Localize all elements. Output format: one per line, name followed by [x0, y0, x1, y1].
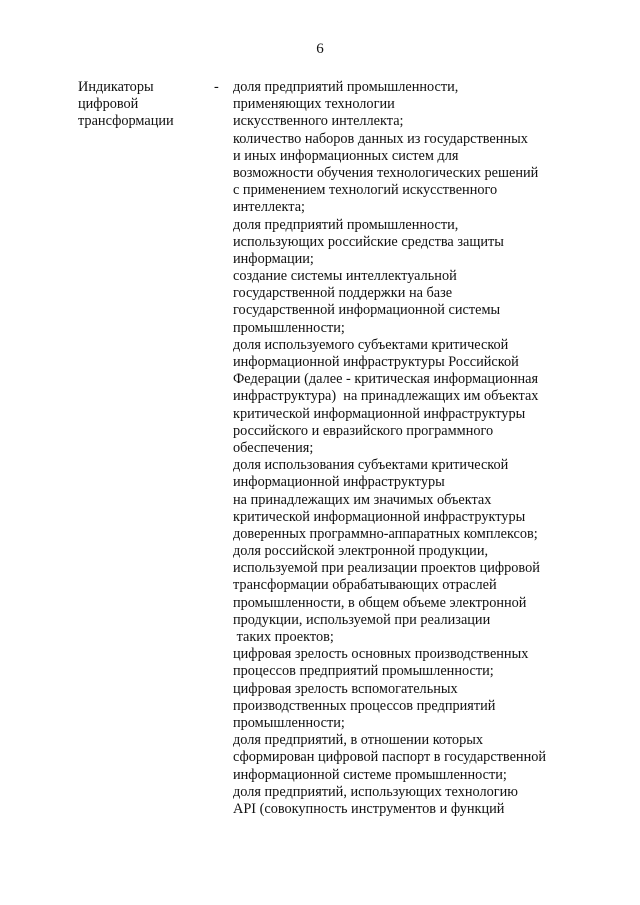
indicator-text-line: сформирован цифровой паспорт в государственной: [233, 749, 547, 766]
indicator-text-line: на принадлежащих им значимых объектах: [233, 491, 492, 508]
indicators-label-line: цифровой: [78, 96, 139, 113]
indicator-text-line: российского и евразийского программного: [233, 422, 494, 439]
indicator-text-line: API (совокупность инструментов и функций: [233, 800, 505, 817]
indicator-text-line: доверенных программно-аппаратных комплексов;: [233, 525, 538, 542]
indicator-text-line: цифровая зрелость вспомогательных: [233, 680, 458, 697]
indicator-text-line: промышленности;: [233, 319, 345, 336]
indicator-text-line: информационной системе промышленности;: [233, 766, 507, 783]
indicator-text-line: применяющих технологии: [233, 96, 395, 113]
indicator-text-line: используемой при реализации проектов цифровой: [233, 560, 540, 577]
separator-dash: -: [214, 79, 219, 95]
indicator-text-line: продукции, используемой при реализации: [233, 611, 491, 628]
indicator-text-line: доля предприятий промышленности,: [233, 79, 459, 95]
indicator-text-line: доля российской электронной продукции,: [233, 543, 489, 560]
indicator-text-line: информационной инфраструктуры: [233, 474, 445, 491]
indicator-text-line: критической информационной инфраструктуры: [233, 508, 526, 525]
indicator-text-line: доля использования субъектами критической: [233, 457, 509, 474]
indicator-text-line: цифровая зрелость основных производственных: [233, 646, 529, 663]
indicator-text-line: использующих российские средства защиты: [233, 233, 504, 250]
indicator-text-line: интеллекта;: [233, 199, 306, 216]
indicator-text-line: количество наборов данных из государственных: [233, 130, 528, 147]
indicator-text-line: государственной поддержки на базе: [233, 285, 453, 302]
indicator-text-line: трансформации обрабатывающих отраслей: [233, 577, 497, 594]
indicator-text-line: искусственного интеллекта;: [233, 113, 404, 130]
indicator-text-line: и иных информационных систем для: [233, 147, 459, 164]
indicator-text-line: промышленности;: [233, 714, 345, 731]
indicator-text-line: обеспечения;: [233, 439, 314, 456]
indicator-text-line: инфраструктура) на принадлежащих им объектах: [233, 388, 539, 405]
indicators-label-line: трансформации: [78, 113, 174, 130]
page-number: 6: [316, 41, 324, 57]
indicators-list: [233, 79, 573, 818]
indicator-text-line: доля предприятий, в отношении которых: [233, 732, 483, 749]
indicator-text-line: доля предприятий, использующих технологию: [233, 783, 518, 800]
indicator-text-line: доля используемого субъектами критической: [233, 336, 509, 353]
indicator-text-line: государственной информационной системы: [233, 302, 501, 319]
indicator-text-line: критической информационной инфраструктуры: [233, 405, 526, 422]
indicator-text-line: Федерации (далее - критическая информационная: [233, 371, 539, 388]
indicator-text-line: доля предприятий промышленности,: [233, 216, 459, 233]
indicator-text-line: промышленности, в общем объеме электронной: [233, 594, 527, 611]
indicators-label: [78, 79, 208, 131]
indicator-text-line: информации;: [233, 250, 314, 267]
indicator-text-line: процессов предприятий промышленности;: [233, 663, 494, 680]
indicator-text-line: с применением технологий искусственного: [233, 182, 498, 199]
indicator-text-line: таких проектов;: [233, 629, 334, 645]
indicator-text-line: информационной инфраструктуры Российской: [233, 354, 519, 370]
indicator-text-line: производственных процессов предприятий: [233, 697, 496, 714]
indicator-text-line: создание системы интеллектуальной: [233, 268, 457, 285]
indicator-text-line: возможности обучения технологических решений: [233, 164, 539, 181]
indicators-label-line: Индикаторы: [78, 79, 154, 95]
